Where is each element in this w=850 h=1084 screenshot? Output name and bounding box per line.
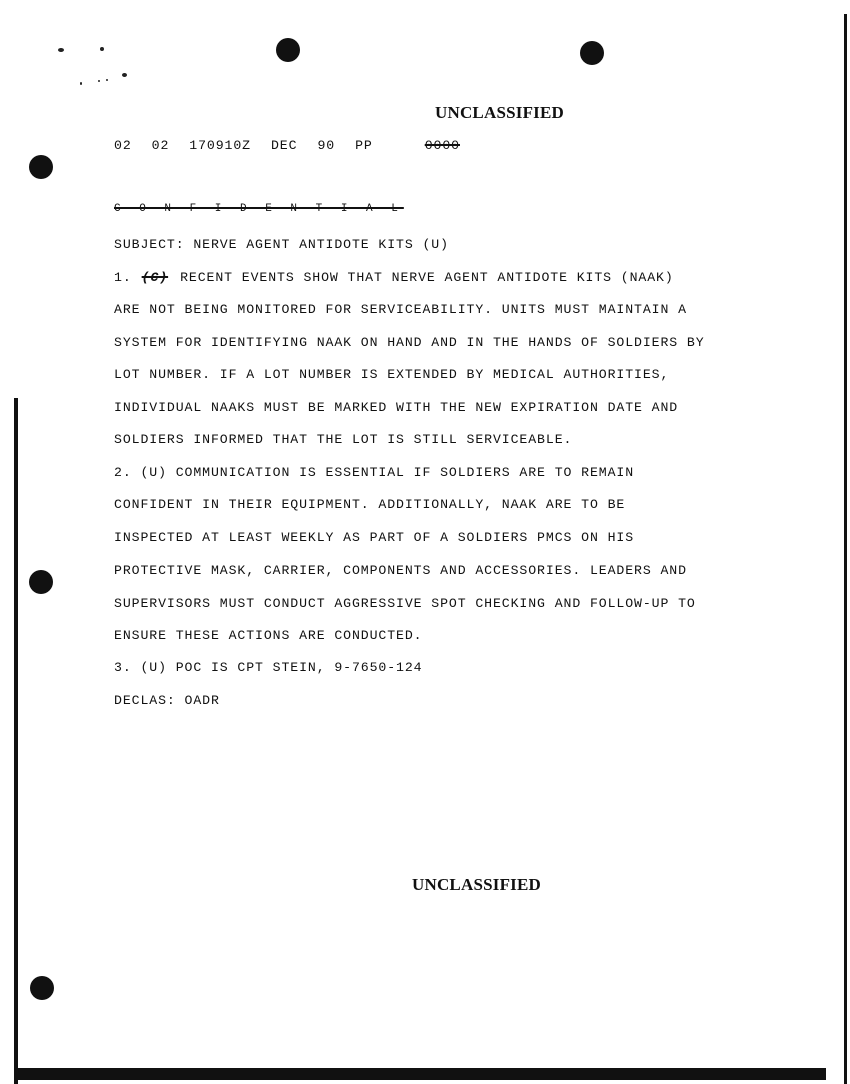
paragraph-1-line: INDIVIDUAL NAAKS MUST BE MARKED WITH THE NEW EXPIRATION DATE AND (114, 400, 679, 415)
paragraph-1-line: SYSTEM FOR IDENTIFYING NAAK ON HAND AND IN THE HANDS OF SOLDIERS BY (114, 335, 705, 350)
paragraph-1-struck-marking: (C) (141, 270, 169, 285)
struck-classification-marking: C O N F I D E N T I A L (114, 203, 404, 215)
scan-speck (106, 79, 108, 81)
scan-speck (80, 82, 82, 85)
paragraph-1-line: ARE NOT BEING MONITORED FOR SERVICEABILITY. UNITS MUST MAINTAIN A (114, 302, 687, 317)
message-header (114, 138, 480, 153)
punch-hole (30, 976, 54, 1000)
header-struck-code: 0000 (424, 138, 460, 153)
declassification-line: DECLAS: OADR (114, 693, 220, 708)
scan-speck (58, 48, 64, 52)
header-field-2: 02 (151, 138, 170, 153)
paragraph-2-line: CONFIDENT IN THEIR EQUIPMENT. ADDITIONALLY, NAAK ARE TO BE (114, 497, 626, 512)
paragraph-1-text: RECENT EVENTS SHOW THAT NERVE AGENT ANTIDOTE KITS (NAAK) (180, 270, 674, 285)
classification-bottom: UNCLASSIFIED (412, 875, 541, 894)
scan-edge-bottom (14, 1068, 826, 1080)
paragraph-3-line: 3. (U) POC IS CPT STEIN, 9-7650-124 (114, 660, 423, 675)
header-month: DEC (270, 138, 298, 153)
punch-hole (276, 38, 300, 62)
paragraph-2-line: ENSURE THESE ACTIONS ARE CONDUCTED. (114, 628, 423, 643)
subject-line: SUBJECT: NERVE AGENT ANTIDOTE KITS (U) (114, 237, 449, 252)
scan-speck (100, 47, 104, 51)
punch-hole (580, 41, 604, 65)
scan-speck (98, 80, 100, 82)
scan-edge-right (844, 14, 847, 1084)
classification-top: UNCLASSIFIED (435, 103, 564, 122)
paragraph-1-number: 1. (114, 270, 132, 285)
paragraph-1-line: SOLDIERS INFORMED THAT THE LOT IS STILL SERVICEABLE. (114, 432, 573, 447)
scan-speck (122, 73, 127, 77)
paragraph-2-line: SUPERVISORS MUST CONDUCT AGGRESSIVE SPOT CHECKING AND FOLLOW-UP TO (114, 596, 696, 611)
header-dtg: 170910Z (189, 138, 251, 153)
header-year: 90 (317, 138, 336, 153)
paragraph-2-line: 2. (U) COMMUNICATION IS ESSENTIAL IF SOLDIERS ARE TO REMAIN (114, 465, 635, 480)
header-precedence: PP (355, 138, 373, 153)
header-field-1: 02 (114, 138, 132, 153)
paragraph-2-line: PROTECTIVE MASK, CARRIER, COMPONENTS AND ACCESSORIES. LEADERS AND (114, 563, 687, 578)
paragraph-1-line: LOT NUMBER. IF A LOT NUMBER IS EXTENDED BY MEDICAL AUTHORITIES, (114, 367, 670, 382)
punch-hole (29, 155, 53, 179)
paragraph-2-line: INSPECTED AT LEAST WEEKLY AS PART OF A SOLDIERS PMCS ON HIS (114, 530, 635, 545)
punch-hole (29, 570, 53, 594)
scan-edge-left (14, 398, 18, 1084)
paragraph-1-line (114, 270, 674, 285)
